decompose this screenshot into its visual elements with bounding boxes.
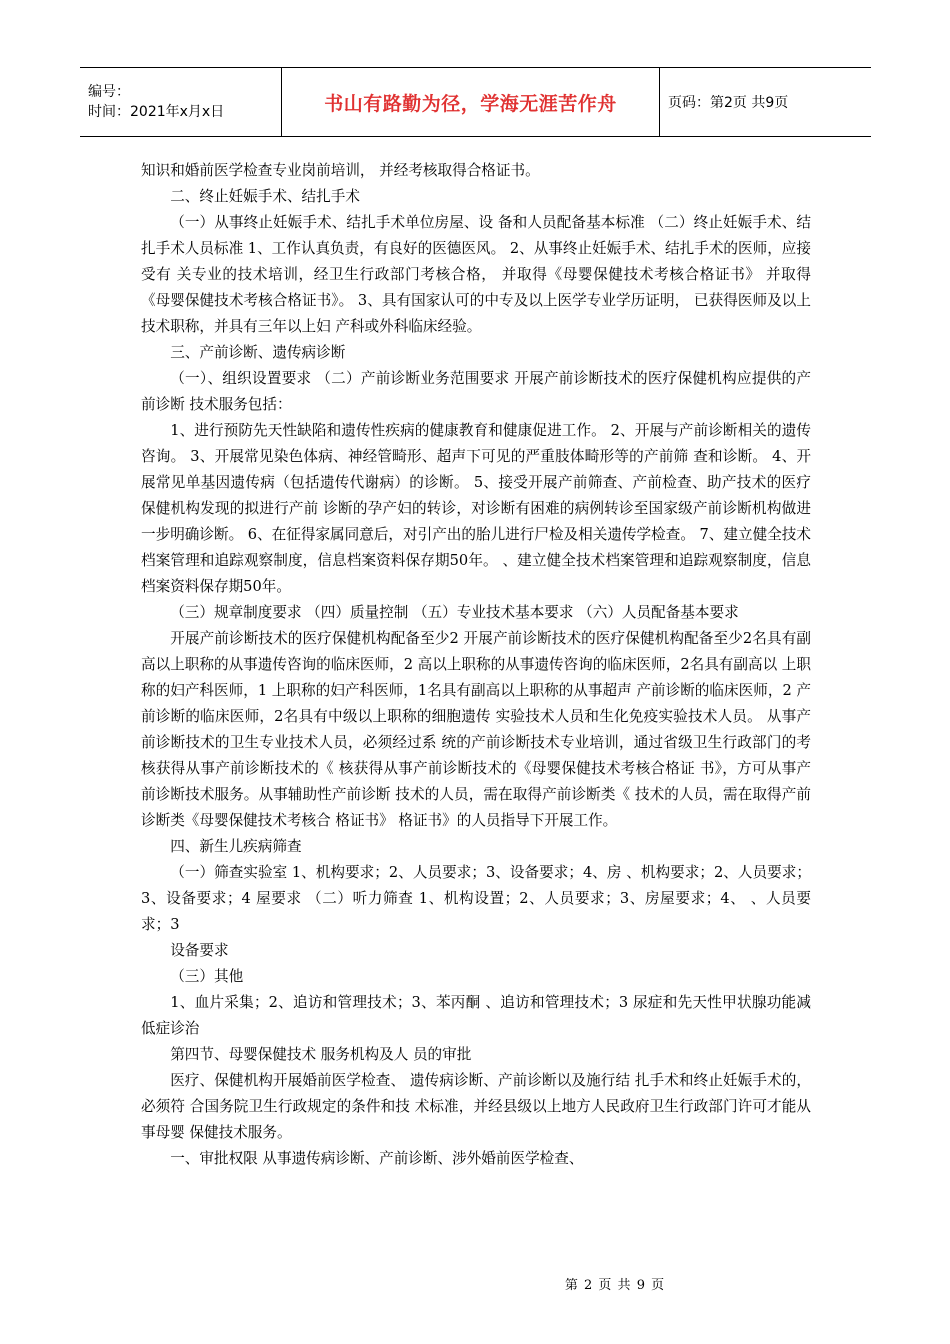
- body-paragraph: （三）其他: [170, 968, 244, 985]
- body-paragraph: （一）从事终止妊娠手术、结扎手术单位房屋、设 备和人员配备基本标准 （二）终止妊娠手术、结扎手术人员标准 1、工作认真负责，有良好的医德医风。 2、从事终止妊娠手术、结扎手术的医师，应接受有 关专业的技术培训，经卫生行政部门考核合格， 并取得《母婴保健技术考核合格证书》 并取得《母婴保健技术考核合格证书》。 3、具有国家认可的中专及以上医学专业学历证明， 已获得医师及以上技术职称，并具有三年以上妇 产科或外科临床经验。: [141, 214, 811, 335]
- header-page-info: 页码：第2页 共9页: [668, 95, 789, 111]
- body-paragraph: 知识和婚前医学检查专业岗前培训， 并经考核取得合格证书。: [141, 162, 540, 179]
- code-label: 编号：: [88, 84, 130, 100]
- body-paragraph: （三）规章制度要求 （四）质量控制 （五）专业技术基本要求 （六）人员配备基本要求: [170, 604, 739, 621]
- body-paragraph: 四、新生儿疾病筛查: [170, 838, 302, 855]
- body-paragraph: （一）、组织设置要求 （二）产前诊断业务范围要求 开展产前诊断技术的医疗保健机构应提供的产前诊断 技术服务包括：: [141, 370, 811, 413]
- header-motto: 书山有路勤为径，学海无涯苦作舟: [282, 68, 660, 136]
- page-header: [80, 67, 871, 137]
- body-paragraph: 第四节、母婴保健技术 服务机构及人 员的审批: [170, 1046, 472, 1063]
- document-body: [141, 158, 811, 1172]
- header-meta: [80, 68, 282, 136]
- body-paragraph: 1、进行预防先天性缺陷和遗传性疾病的健康教育和健康促进工作。 2、开展与产前诊断相关的遗传咨询。 3、开展常见染色体病、神经管畸形、超声下可见的严重肢体畸形等的产前筛 查和诊断。 4、开展常见单基因遗传病（包括遗传代谢病）的诊断。 5、接受开展产前筛查、产前检查、助产技术的医疗保健机构发现的拟进行产前 诊断的孕产妇的转诊，对诊断有困难的病例转诊至国家级产前诊断机构做进 一步明确诊断。 6、在征得家属同意后，对引产出的胎儿进行尸检及相关遗传学检查。 7、建立健全技术档案管理和追踪观察制度，信息档案资料保存期50年。 、建立健全技术档案管理和追踪观察制度，信息档案资料保存期50年。: [141, 422, 811, 595]
- body-paragraph: 二、终止妊娠手术、结扎手术: [170, 188, 360, 205]
- date-label: 时间：2021年x月x日: [88, 104, 225, 120]
- page-footer: 第 2 页 共 9 页: [564, 1278, 666, 1293]
- body-paragraph: 医疗、保健机构开展婚前医学检查、 遗传病诊断、产前诊断以及施行结 扎手术和终止妊娠手术的，必须符 合国务院卫生行政规定的条件和技 术标准，并经县级以上地方人民政府卫生行政部门许可才能从事母婴 保健技术服务。: [141, 1072, 811, 1141]
- body-paragraph: （一）筛查实验室 1、机构要求；2、人员要求；3、设备要求；4、房 、机构要求；2、人员要求；3、设备要求；4 屋要求 （二）听力筛查 1、机构设置；2、人员要求；3、房屋要求；4、 、人员要求；3: [141, 864, 811, 933]
- body-paragraph: 一、审批权限 从事遗传病诊断、产前诊断、涉外婚前医学检查、: [170, 1150, 584, 1167]
- body-paragraph: 三、产前诊断、遗传病诊断: [170, 344, 346, 361]
- body-paragraph: 设备要求: [170, 942, 229, 959]
- body-paragraph: 开展产前诊断技术的医疗保健机构配备至少2 开展产前诊断技术的医疗保健机构配备至少2名具有副 高以上职称的从事遗传咨询的临床医师，2 高以上职称的从事遗传咨询的临床医师，2名具有副高以 上职称的妇产科医师，1 上职称的妇产科医师，1名具有副高以上职称的从事超声 产前诊断的临床医师，2 产前诊断的临床医师，2名具有中级以上职称的细胞遗传 实验技术人员和生化免疫实验技术人员。 从事产前诊断技术的卫生专业技术人员，必须经过系 统的产前诊断技术专业培训，通过省级卫生行政部门的考 核获得从事产前诊断技术的《 核获得从事产前诊断技术的《母婴保健技术考核合格证 书》，方可从事产前诊断技术服务。从事辅助性产前诊断 技术的人员，需在取得产前诊断类《 技术的人员，需在取得产前诊断类《母婴保健技术考核合 格证书》 格证书》的人员指导下开展工作。: [141, 630, 811, 829]
- body-paragraph: 1、血片采集；2、追访和管理技术；3、苯丙酮 、追访和管理技术；3 尿症和先天性甲状腺功能减低症诊治: [141, 994, 811, 1037]
